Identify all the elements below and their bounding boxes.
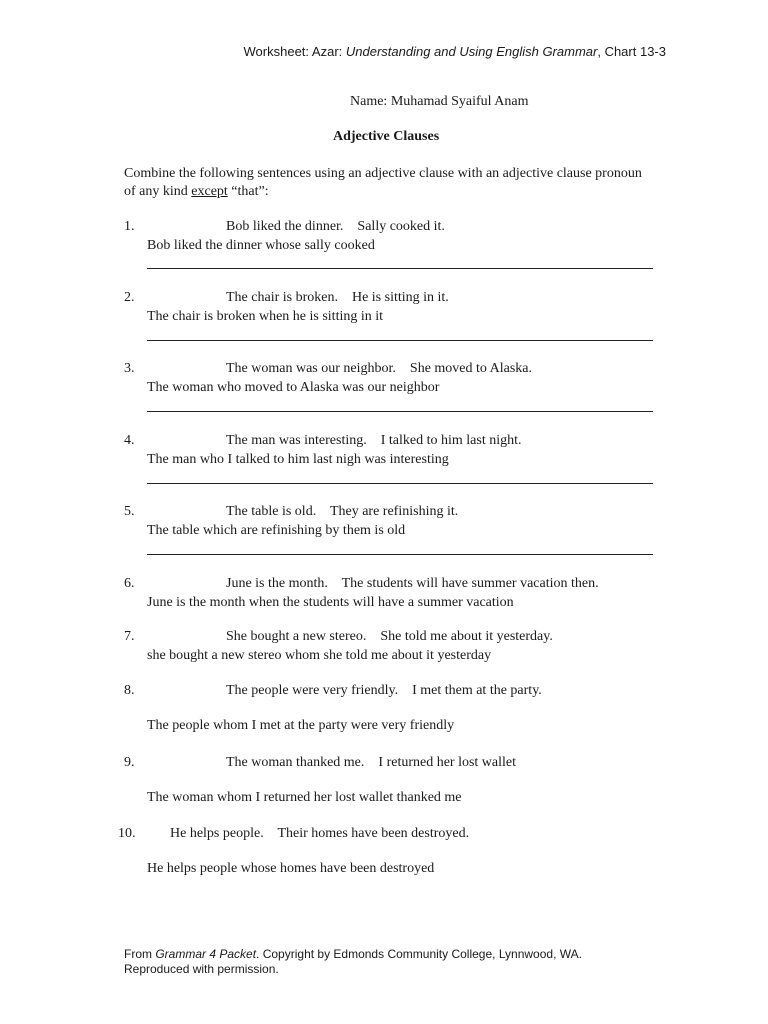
- copyright-footer: [124, 947, 644, 977]
- page-title: Adjective Clauses: [333, 129, 440, 144]
- answer-line: [147, 554, 653, 555]
- item-number: 9.: [124, 755, 135, 770]
- footer-packet-title: Grammar 4 Packet: [155, 947, 257, 961]
- instructions-text: Combine the following sentences using an adjective clause with an adjective clause pronoun of any kind: [124, 166, 642, 199]
- student-name: Name: Muhamad Syaiful Anam: [350, 94, 529, 109]
- header-book-title: Understanding and Using English Grammar: [345, 44, 598, 59]
- item-answer[interactable]: The woman whom I returned her lost wallet thanked me: [147, 790, 462, 805]
- item-answer[interactable]: He helps people whose homes have been destroyed: [147, 861, 435, 876]
- item-number: 5.: [124, 504, 135, 519]
- footer-prefix: From: [124, 947, 156, 961]
- item-answer[interactable]: June is the month when the students will have a summer vacation: [147, 595, 514, 610]
- item-number: 7.: [124, 629, 135, 644]
- answer-line: [147, 411, 653, 412]
- item-answer[interactable]: The chair is broken when he is sitting in it: [147, 309, 384, 324]
- footer-permission: Reproduced with permission.: [124, 962, 279, 976]
- item-answer[interactable]: The people whom I met at the party were very friendly: [147, 718, 455, 733]
- item-prompt: The chair is broken. He is sitting in it.: [226, 290, 449, 305]
- item-prompt: The woman thanked me. I returned her lost wallet: [226, 755, 517, 770]
- instructions-tail: “that”:: [227, 184, 269, 199]
- item-number: 10.: [118, 826, 136, 841]
- item-answer[interactable]: The table which are refinishing by them is old: [147, 523, 406, 538]
- item-prompt: The woman was our neighbor. She moved to Alaska.: [226, 361, 533, 376]
- item-number: 4.: [124, 433, 135, 448]
- instructions-underlined: except: [191, 184, 228, 199]
- item-answer[interactable]: Bob liked the dinner whose sally cooked: [147, 238, 375, 253]
- item-prompt: Bob liked the dinner. Sally cooked it.: [226, 219, 445, 234]
- answer-line: [147, 340, 653, 341]
- item-answer[interactable]: she bought a new stereo whom she told me about it yesterday: [147, 648, 492, 663]
- header-suffix: , Chart 13-3: [597, 44, 666, 59]
- item-answer[interactable]: The woman who moved to Alaska was our neighbor: [147, 380, 440, 395]
- item-prompt: The people were very friendly. I met them at the party.: [226, 683, 542, 698]
- instructions: [124, 165, 644, 201]
- item-prompt: She bought a new stereo. She told me about it yesterday.: [226, 629, 553, 644]
- item-prompt: The man was interesting. I talked to him last night.: [226, 433, 522, 448]
- header-prefix: Worksheet: Azar:: [243, 44, 346, 59]
- item-number: 8.: [124, 683, 135, 698]
- answer-line: [147, 268, 653, 269]
- item-answer[interactable]: The man who I talked to him last nigh was interesting: [147, 452, 449, 467]
- item-number: 6.: [124, 576, 135, 591]
- item-number: 3.: [124, 361, 135, 376]
- item-prompt: He helps people. Their homes have been destroyed.: [170, 826, 470, 841]
- answer-line: [147, 483, 653, 484]
- item-number: 1.: [124, 219, 135, 234]
- footer-copyright: . Copyright by Edmonds Community College, Lynnwood, WA.: [256, 947, 582, 961]
- item-prompt: June is the month. The students will have summer vacation then.: [226, 576, 599, 591]
- worksheet-header: [244, 44, 666, 59]
- item-number: 2.: [124, 290, 135, 305]
- item-prompt: The table is old. They are refinishing it.: [226, 504, 459, 519]
